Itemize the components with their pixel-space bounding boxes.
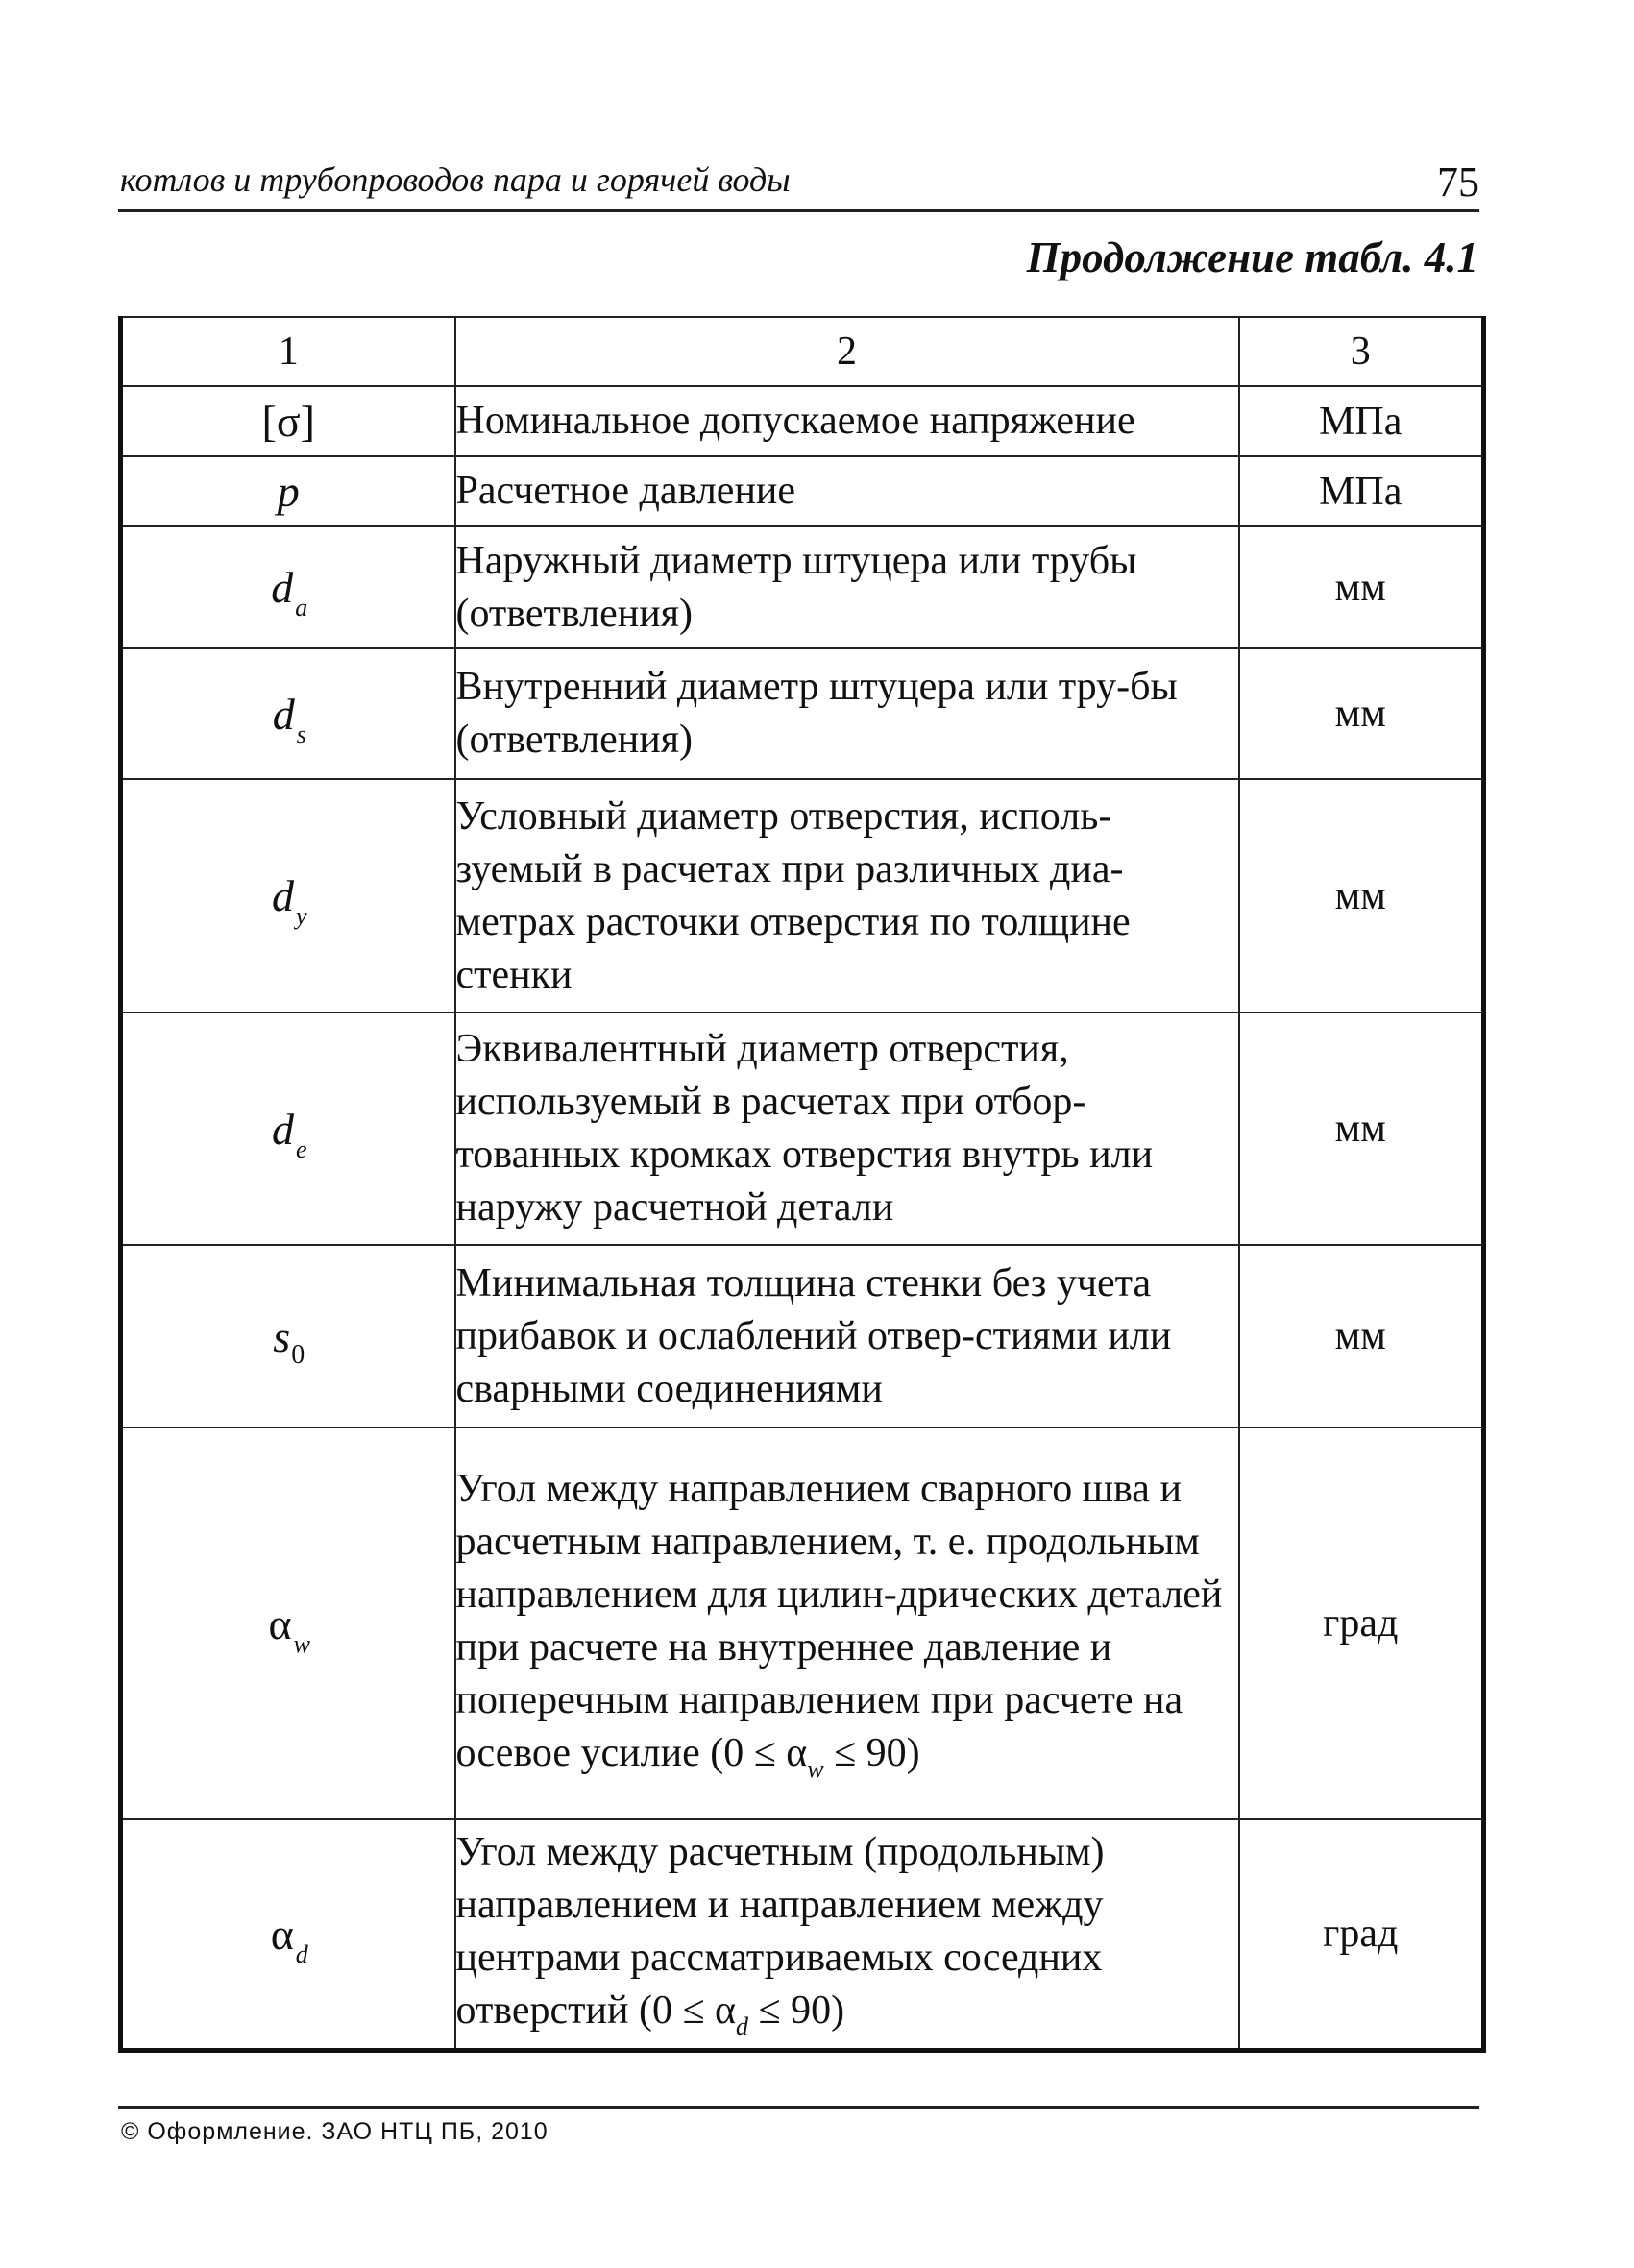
symbol-subscript: y (295, 902, 307, 930)
symbol-main: s (273, 1311, 291, 1361)
symbol-subscript: 0 (291, 1339, 305, 1370)
table-row (121, 456, 1484, 526)
description-cell: Наружный диаметр штуцера или трубы (ответвления) (455, 526, 1239, 648)
description-cell: Номинальное допускаемое напряжение (455, 386, 1239, 456)
symbol-cell (121, 526, 455, 648)
table-row (121, 1819, 1484, 2050)
unit-cell: МПа (1239, 386, 1484, 456)
symbol-cell: p (121, 456, 455, 526)
unit-cell: мм (1239, 1245, 1484, 1427)
footer-copyright: © Оформление. ЗАО НТЦ ПБ, 2010 (121, 2118, 549, 2145)
unit-cell: мм (1239, 779, 1484, 1012)
symbol-main: α (270, 1909, 294, 1959)
table-row (121, 1012, 1484, 1245)
column-header-1: 1 (121, 317, 455, 386)
table-row (121, 526, 1484, 648)
table-row (121, 648, 1484, 779)
symbol-subscript: w (293, 1629, 310, 1658)
unit-cell: мм (1239, 1012, 1484, 1245)
column-header-2: 2 (455, 317, 1239, 386)
description-cell: Условный диаметр отверстия, исполь-зуемый в расчетах при различных диа-метрах расточки отверстия по толщине стенки (455, 779, 1239, 1012)
unit-cell: мм (1239, 526, 1484, 648)
symbol-cell (121, 779, 455, 1012)
table-caption: Продолжение табл. 4.1 (1026, 233, 1478, 281)
table-row (121, 779, 1484, 1012)
symbol-subscript: d (295, 1939, 308, 1968)
unit-cell: мм (1239, 648, 1484, 779)
table-header-row (121, 317, 1484, 386)
description-cell: Внутренний диаметр штуцера или тру-бы (ответвления) (455, 648, 1239, 779)
symbol-main: d (271, 871, 294, 920)
parameters-table (118, 316, 1486, 2053)
unit-cell: град (1239, 1427, 1484, 1819)
running-header (118, 156, 1479, 212)
description-cell: Эквивалентный диаметр отверстия, используемый в расчетах при отбор-тованных кромках отверстия внутрь или наружу расчетной детали (455, 1012, 1239, 1245)
inline-subscript: w (807, 1755, 824, 1783)
symbol-main: d (271, 1104, 294, 1154)
symbol-subscript: a (295, 594, 308, 622)
column-header-3: 3 (1239, 317, 1484, 386)
symbol-main: d (271, 563, 294, 612)
symbol-main: d (272, 689, 295, 739)
unit-cell: МПа (1239, 456, 1484, 526)
symbol-subscript: e (295, 1134, 307, 1163)
table-row (121, 386, 1484, 456)
description-cell: Угол между направлением сварного шва и расчетным направлением, т. е. продольным направлением для цилин-дрических деталей при расчете на внутреннее давление и поперечным направлением при расчете на осевое усилие $(0 \le \alpha_w \le 90)$ (455, 1427, 1239, 1819)
unit-cell: град (1239, 1819, 1484, 2050)
description-cell: Минимальная толщина стенки без учета прибавок и ослаблений отвер-стиями или сварными соединениями (455, 1245, 1239, 1427)
symbol-main: α (268, 1598, 292, 1648)
symbol-cell (121, 648, 455, 779)
description-cell: Угол между расчетным (продольным) направлением и направлением между центрами рассматриваемых соседних отверстий $(0 \le \alpha_d \le 90)$ (455, 1819, 1239, 2050)
description-cell: Расчетное давление (455, 456, 1239, 526)
table-row (121, 1245, 1484, 1427)
running-title: котлов и трубопроводов пара и горячей воды (120, 160, 791, 199)
symbol-cell (121, 1012, 455, 1245)
footer-rule (118, 2106, 1479, 2109)
table-row (121, 1427, 1484, 1819)
symbol-cell (121, 1427, 455, 1819)
symbol-cell: [σ] (121, 386, 455, 456)
symbol-cell (121, 1245, 455, 1427)
inline-subscript: d (736, 2012, 749, 2041)
symbol-subscript: s (296, 719, 306, 748)
page-number: 75 (1437, 159, 1479, 206)
symbol-cell (121, 1819, 455, 2050)
